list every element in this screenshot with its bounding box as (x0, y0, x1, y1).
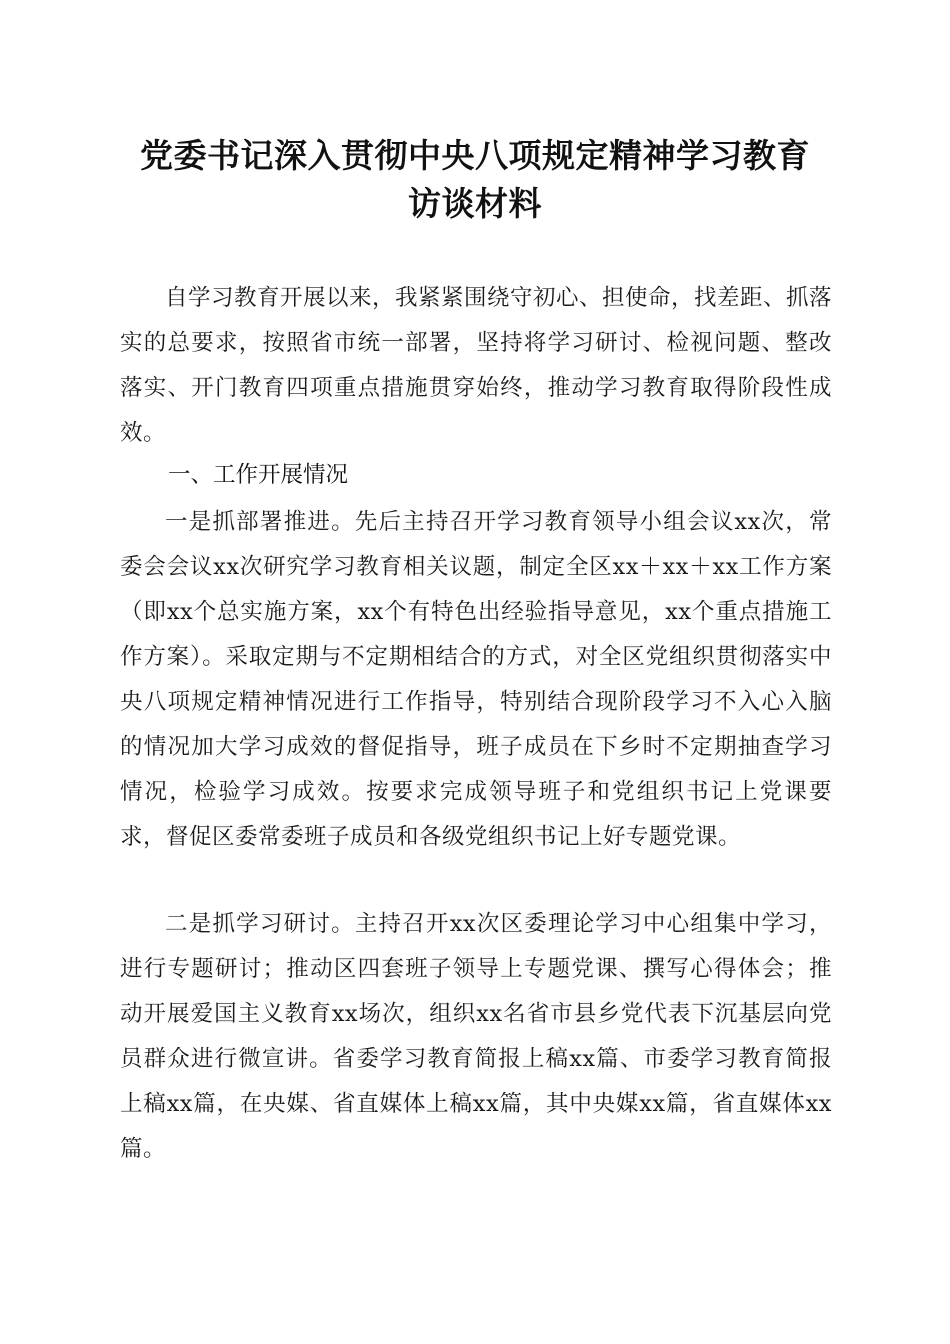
section-heading: 一、工作开展情况 (168, 462, 349, 488)
paragraph-body: 主持召开xx次区委理论学习中心组集中学习，进行专题研讨；推动区四套班子领导上专题党课、撰写心得体会；推动开展爱国主义教育xx场次，组织xx名省市县乡党代表下沉基层向党员群众进行微宣讲。省委学习教育简报上稿xx篇、市委学习教育简报上稿xx篇，在央媒、省直媒体上稿xx篇，其中央媒xx篇，省直媒体xx篇。 (120, 911, 832, 1162)
paragraph-lead: 二是抓学习研讨。 (165, 911, 355, 937)
title-line-2: 访谈材料 (408, 184, 542, 223)
title-line-1: 党委书记深入贯彻中央八项规定精神学习教育 (140, 136, 810, 175)
paragraph-deployment (120, 500, 832, 860)
paragraph-body: 先后主持召开学习教育领导小组会议xx次，常委会会议xx次研究学习教育相关议题，制定全区xx＋xx＋xx工作方案（即xx个总实施方案，xx个有特色出经验指导意见，xx个重点措施工作方案）。采取定期与不定期相结合的方式，对全区党组织贯彻落实中央八项规定精神情况进行工作指导，特别结合现阶段学习不入心入脑的情况加大学习成效的督促指导，班子成员在下乡时不定期抽查学习情况，检验学习成效。按要求完成领导班子和党组织书记上党课要求，督促区委常委班子成员和各级党组织书记上好专题党课。 (120, 509, 832, 850)
intro-paragraph: 自学习教育开展以来，我紧紧围绕守初心、担使命，找差距、抓落实的总要求，按照省市统一部署，坚持将学习研讨、检视问题、整改落实、开门教育四项重点措施贯穿始终，推动学习教育取得阶段性成效。 (120, 285, 833, 446)
paragraph-lead: 一是抓部署推进。 (165, 509, 355, 535)
document-title (110, 132, 840, 228)
paragraph-study (120, 902, 832, 1172)
